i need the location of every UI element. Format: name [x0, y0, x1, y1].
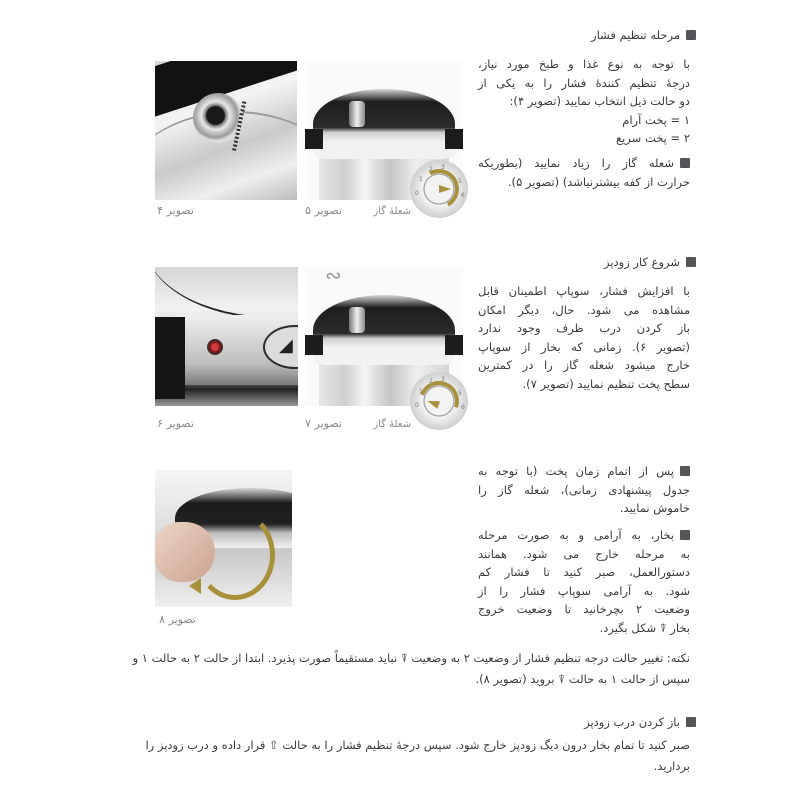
pot-handle-right — [445, 335, 463, 355]
option-fast-cook: ۲ = پخت سریع — [615, 131, 690, 145]
dial-number: 0 — [415, 402, 419, 409]
paragraph-line — [478, 526, 690, 545]
heading-text: مرحله تنظیم فشار — [591, 28, 680, 42]
dial-number: 6 — [461, 404, 465, 411]
pressure-valve — [349, 101, 365, 127]
section-heading-start-operation — [604, 254, 696, 270]
dial-number: 2 — [429, 166, 433, 173]
photo-pressure-knob — [155, 61, 297, 200]
paragraph-line: درجهٔ تنظیم کنندهٔ فشار را به یکی از — [478, 75, 690, 90]
option-slow-cook: ۱ = پخت آرام — [622, 112, 690, 127]
dial-number: 3 — [441, 376, 445, 383]
paragraph-line: صبر کنید تا تمام بخار درون دیگ زودپز خارج شود. سپس درجهٔ تنظیم فشار را به حالت ⇧ قرار داده و درب زودپز را — [145, 738, 690, 752]
paragraph-line: با توجه به نوع غذا و طبخ مورد نیاز، — [478, 57, 690, 71]
start-operation-paragraph — [478, 282, 690, 393]
arrowhead-icon — [189, 578, 201, 594]
paragraph-line: شود. به آرامی سوپاپ فشار را از — [478, 583, 690, 598]
bullet-square-icon — [680, 158, 690, 168]
paragraph-line: بخار ⍒ شکل بگیرد. — [599, 620, 690, 635]
gas-flame-dial-low — [410, 372, 468, 430]
paragraph-line: دو حالت ذیل انتخاب نمایید (تصویر ۴): — [509, 94, 690, 108]
paragraph-line: سطح پخت تنظیم نمایید (تصویر ۷). — [522, 376, 690, 391]
paragraph-line: دستورالعمل، صبر کنید تا فشار کم — [478, 565, 690, 579]
paragraph-line: حرارت از کفه بیشترنباشد) (تصویر ۵). — [507, 174, 690, 189]
note-line: سپس از حالت ۱ به حالت ⍒ بروید (تصویر ۸). — [475, 672, 690, 686]
steam-icon: ∾ — [325, 267, 342, 287]
dial-number: 2 — [429, 378, 433, 385]
section-heading-open-lid — [584, 714, 696, 730]
photo-safety-valve — [155, 267, 298, 406]
photo-turning-valve — [155, 470, 292, 607]
paragraph-line: جدول پیشنهادی زمانی)، شعله گاز را — [478, 482, 690, 497]
caption-image-8: تصویر ۸ — [159, 613, 196, 626]
bullet-text: پس از اتمام زمان پخت (با توجه به — [478, 464, 674, 478]
caption-image-6: تصویر ۶ — [157, 417, 194, 430]
dial-pointer-icon — [439, 185, 451, 193]
caption-image-4: تصویر ۴ — [157, 204, 194, 217]
section-heading-pressure-setting — [591, 27, 696, 43]
handle-dark — [155, 317, 185, 399]
pot-handle-right — [445, 129, 463, 149]
dial-number: 6 — [461, 192, 465, 199]
caption-gas-flame: شعلهٔ گاز — [373, 206, 411, 217]
bullet-square-icon — [686, 30, 696, 40]
pot-handle-left — [305, 335, 323, 355]
caption-image-7: تصویر ۷ — [305, 417, 342, 430]
pot-handle-left — [305, 129, 323, 149]
gas-flame-bullet — [478, 154, 690, 191]
dial-number: 5 — [458, 390, 462, 397]
dial-number: 1 — [419, 176, 423, 183]
dial-number: 3 — [441, 164, 445, 171]
bullet-text: شعله گاز را زیاد نمایید (بطوریکه — [478, 156, 674, 170]
dial-number: 1 — [419, 388, 423, 395]
pressure-setting-paragraph — [478, 55, 690, 148]
bullet-text: بخار، به آرامی و به صورت مرحله — [478, 528, 674, 542]
paragraph-line: (تصویر ۶). زمانی که بخار از سوپاپ — [478, 339, 690, 354]
paragraph-line: باز کردن درب ظرف وجود ندارد — [478, 321, 690, 335]
paragraph-line: خارج میشود شعله گاز را در کمترین — [478, 358, 690, 372]
note-paragraph — [100, 648, 690, 690]
bullet-square-icon — [686, 257, 696, 267]
paragraph-line — [478, 462, 690, 481]
release-steam-bullet — [478, 526, 690, 637]
rotate-arrow-icon — [195, 510, 275, 600]
pot-lid — [313, 89, 455, 159]
paragraph-line — [478, 154, 690, 173]
lid-edge — [155, 267, 298, 319]
paragraph-line: وضعیت ۲ بچرخانید تا وضعیت خروج — [478, 602, 690, 616]
open-lid-paragraph — [100, 735, 690, 777]
lock-icon: ◢ — [279, 335, 293, 356]
pot-lid — [313, 295, 455, 365]
paragraph-line: با افزایش فشار، سوپاپ اطمینان قابل — [478, 284, 690, 298]
caption-image-5: تصویر ۵ — [305, 204, 342, 217]
bullet-square-icon — [680, 530, 690, 540]
paragraph-line: خاموش نمایید. — [619, 501, 690, 515]
paragraph-line: بردارید. — [653, 759, 690, 773]
bullet-square-icon — [680, 466, 690, 476]
heading-text: باز کردن درب زودپز — [584, 715, 680, 729]
caption-gas-flame: شعلهٔ گاز — [373, 419, 411, 430]
dial-number: 0 — [415, 190, 419, 197]
paragraph-line: به مرحله خارج می شود. همانند — [478, 546, 690, 561]
dial-number: 5 — [458, 178, 462, 185]
turn-off-bullet — [478, 462, 690, 518]
safety-indicator-icon — [207, 339, 223, 355]
bullet-square-icon — [686, 717, 696, 727]
paragraph-line: مشاهده می شود. حال، دیگر امکان — [478, 302, 690, 317]
heading-text: شروع کار زودپز — [603, 255, 680, 269]
gas-flame-dial-high — [410, 160, 468, 218]
pressure-valve — [349, 307, 365, 333]
note-line: نکته: تغییر حالت درجه تنظیم فشار از وضعیت ۲ به وضعیت ⍒ نباید مستقیماً صورت پذیرد. ابتدا از حالت ۲ به حالت ۱ و — [132, 651, 690, 665]
